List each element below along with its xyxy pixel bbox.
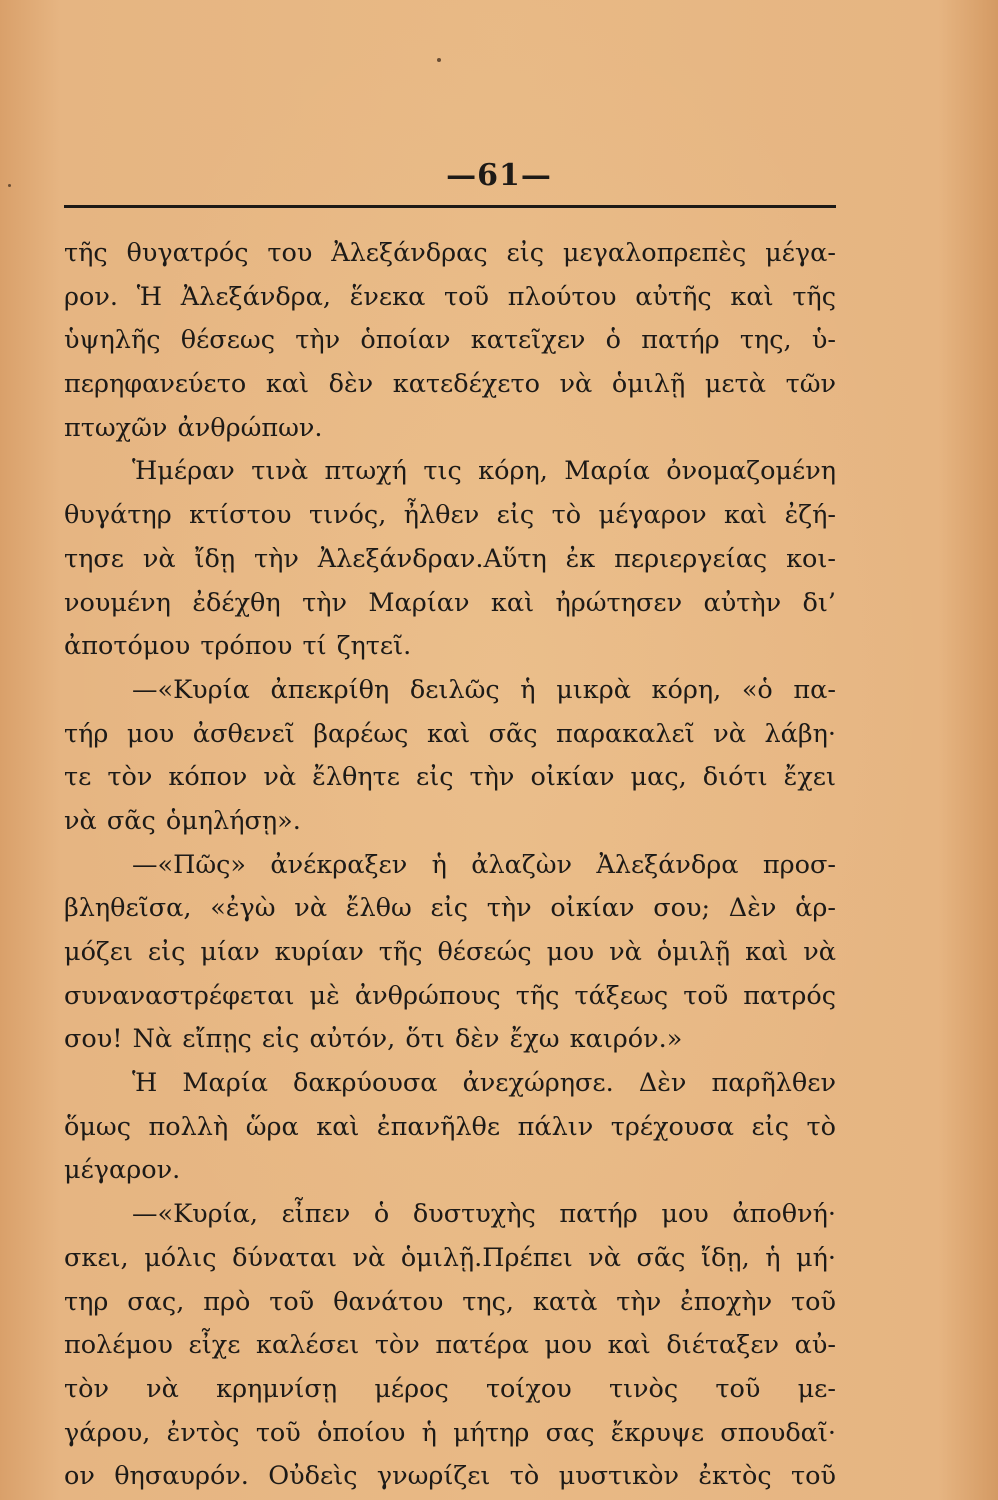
text-line: νὰ σᾶς ὁμηλήσῃ». [64,805,301,836]
text-line: σκει, μόλις δύναται νὰ ὁμιλῇ.Πρέπει νὰ σᾶς ἴδῃ, ἡ μή· [64,1242,836,1273]
text-line: πολέμου εἶχε καλέσει τὸν πατέρα μου καὶ διέταξεν αὐ- [64,1330,836,1361]
text-line: τε τὸν κόπον νὰ ἔλθητε εἰς τὴν οἰκίαν μας, διότι ἔχει [64,762,836,793]
text-line: τὸν νὰ κρημνίσῃ μέρος τοίχου τινὸς τοῦ με- [64,1373,836,1404]
text-line: μόζει εἰς μίαν κυρίαν τῆς θέσεώς μου νὰ ὁμιλῇ καὶ νὰ [64,937,836,967]
text-line: βληθεῖσα, «ἐγὼ νὰ ἔλθω εἰς τὴν οἰκίαν σου; Δὲν ἁρ- [64,893,836,924]
text-line: πτωχῶν ἀνθρώπων. [64,412,323,443]
text-line: συναναστρέφεται μὲ ἀνθρώπους τῆς τάξεως τοῦ πατρός [64,980,836,1011]
text-line: τῆς θυγατρός του Ἀλεξάνδρας εἰς μεγαλοπρεπὲς μέγα- [64,238,836,268]
text-line: θυγάτηρ κτίστου τινός, ἦλθεν εἰς τὸ μέγαρον καὶ ἐζή- [64,500,836,531]
text-line: —«Κυρία, εἶπεν ὁ δυστυχὴς πατήρ μου ἀποθνή· [132,1199,836,1230]
text-line: ὅμως πολλὴ ὥρα καὶ ἐπανῆλθε πάλιν τρέχουσα εἰς τὸ [64,1111,836,1142]
text-line: νουμένη ἐδέχθη τὴν Μαρίαν καὶ ἠρώτησεν αὐτὴν δι’ [64,587,836,618]
page-number: —61— [446,158,552,193]
paper-speck [437,58,441,62]
text-line: σου! Νὰ εἴπῃς εἰς αὐτόν, ὅτι δὲν ἔχω καιρόν.» [64,1024,683,1055]
text-line: περηφανεύετο καὶ δὲν κατεδέχετο νὰ ὁμιλῇ μετὰ τῶν [64,369,836,400]
text-line: τηρ σας, πρὸ τοῦ θανάτου της, κατὰ τὴν ἐποχὴν τοῦ [64,1286,836,1317]
text-line: τησε νὰ ἴδῃ τὴν Ἀλεξάνδραν.Αὕτη ἐκ περιεργείας κοι- [64,543,836,574]
body-text [64,232,836,1499]
text-line: μέγαρον. [64,1155,181,1186]
text-line: Ἡμέραν τινὰ πτωχή τις κόρη, Μαρία ὀνομαζομένη [132,456,836,487]
text-line: —«Κυρία ἀπεκρίθη δειλῶς ἡ μικρὰ κόρη, «ὁ πα- [132,674,836,705]
text-line: ἀποτόμου τρόπου τί ζητεῖ. [64,631,412,662]
text-line: γάρου, ἐντὸς τοῦ ὁποίου ἡ μήτηρ σας ἔκρυψε σπουδαῖ· [64,1417,836,1448]
text-line: Ἡ Μαρία δακρύουσα ἀνεχώρησε. Δὲν παρῆλθεν [132,1068,836,1099]
text-line: —«Πῶς» ἀνέκραξεν ἡ ἀλαζὼν Ἀλεξάνδρα προσ- [132,849,836,880]
text-line: τήρ μου ἀσθενεῖ βαρέως καὶ σᾶς παρακαλεῖ νὰ λάβη· [64,718,836,749]
text-line: ον θησαυρόν. Οὐδεὶς γνωρίζει τὸ μυστικὸν ἐκτὸς τοῦ [64,1461,836,1492]
text-line: ὑψηλῆς θέσεως τὴν ὁποίαν κατεῖχεν ὁ πατήρ της, ὑ- [64,325,836,356]
text-line: ρον. Ἡ Ἀλεξάνδρα, ἕνεκα τοῦ πλούτου αὐτῆς καὶ τῆς [64,281,836,312]
header-rule [64,205,836,208]
